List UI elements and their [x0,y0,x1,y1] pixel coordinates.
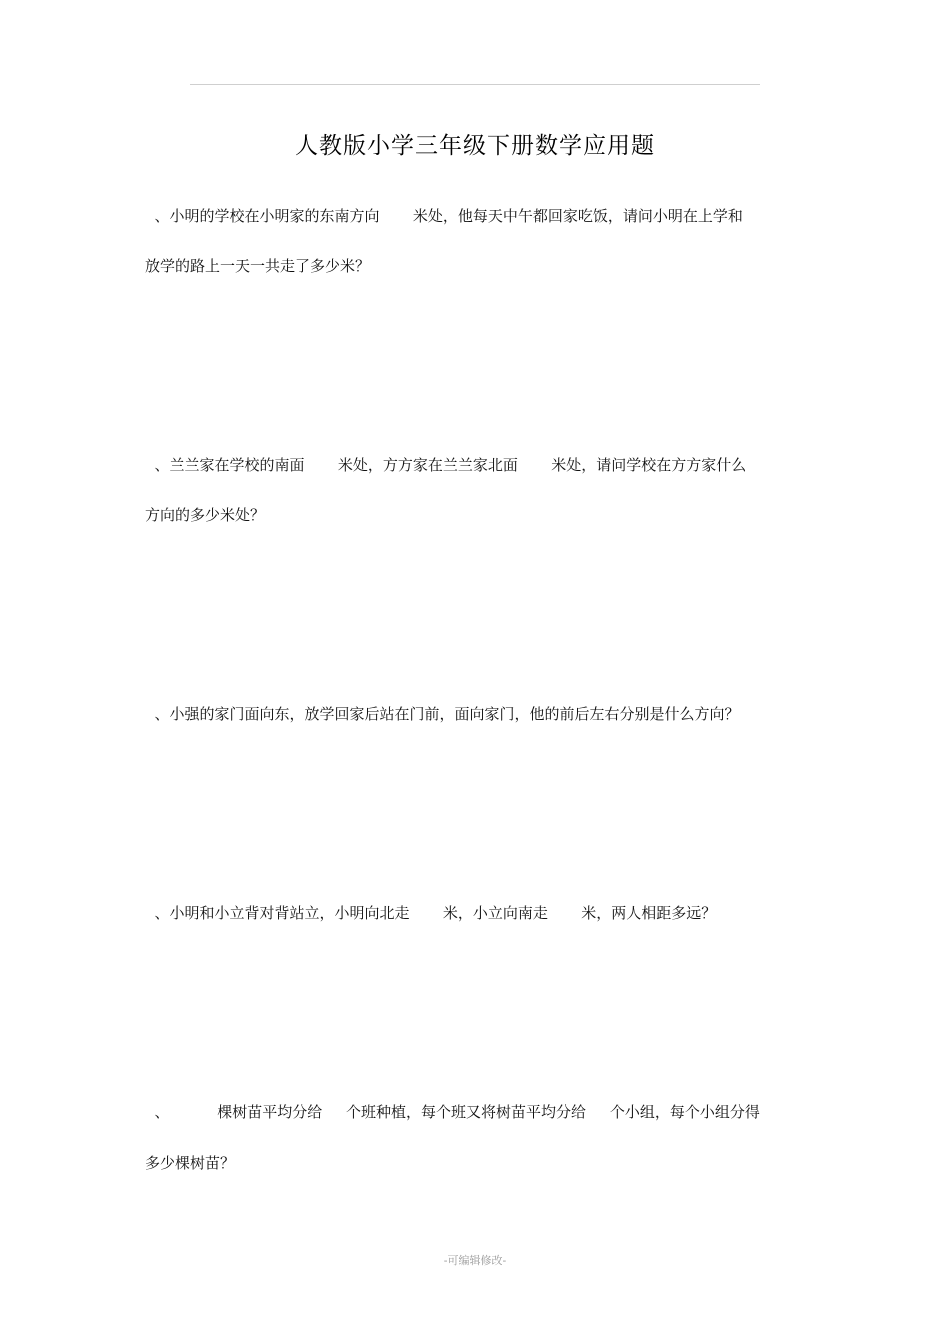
header-rule [190,84,760,85]
question-4-line-1: 、小明和小立背对背站立，小明向北走 米，小立向南走 米，两人相距多远？ [145,904,717,922]
document-title: 人教版小学三年级下册数学应用题 [295,133,655,159]
question-2-line-1: 、兰兰家在学校的南面 米处，方方家在兰兰家北面 米处，请问学校在方方家什么 [145,456,747,474]
question-5-line-2: 多少棵树苗？ [145,1154,236,1172]
question-1-line-1: 、小明的学校在小明家的东南方向 米处，他每天中午都回家吃饭，请问小明在上学和 [145,207,743,225]
question-3-line-1: 、小强的家门面向东，放学回家后站在门前，面向家门，他的前后左右分别是什么方向？ [145,705,740,723]
question-2-line-2: 方向的多少米处？ [145,506,266,524]
page-footer: -可编辑修改- [443,1254,507,1267]
question-5-line-1: 、 棵树苗平均分给 个班种植，每个班又将树苗平均分给 个小组，每个小组分得 [145,1103,760,1121]
question-1-line-2: 放学的路上一天一共走了多少米？ [145,257,371,275]
